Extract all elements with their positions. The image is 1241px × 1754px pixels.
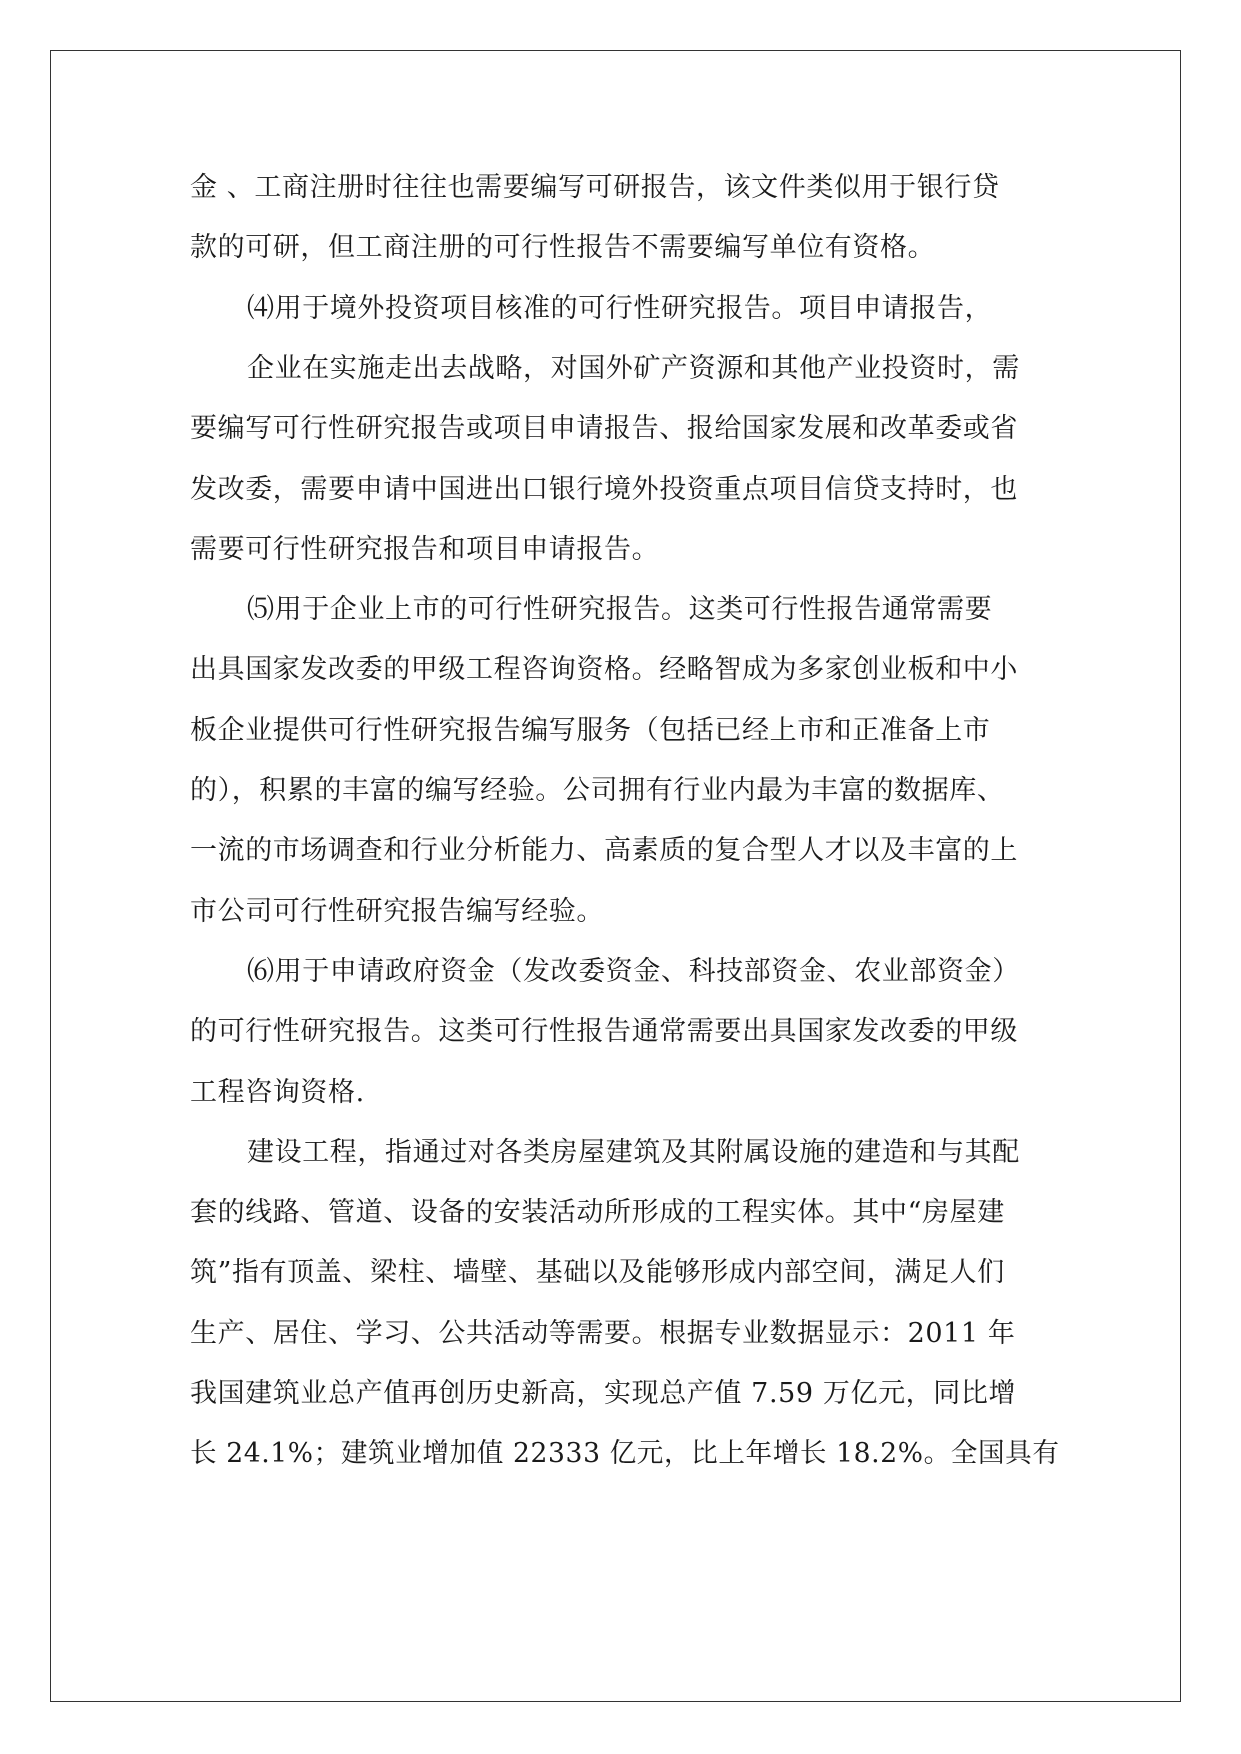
text-line: 金 、工商注册时往往也需要编写可研报告，该文件类似用于银行贷 xyxy=(190,172,1000,203)
text-line: 我国建筑业总产值再创历史新高，实现总产值 7.59 万亿元，同比增 xyxy=(190,1378,1017,1409)
text-line: 套的线路、管道、设备的安装活动所形成的工程实体。其中“房屋建 xyxy=(190,1197,1005,1229)
text-line: 市公司可行性研究报告编写经验。 xyxy=(190,895,604,927)
text-line: 出具国家发改委的甲级工程咨询资格。经略智成为多家创业板和中小 xyxy=(190,654,1018,686)
text-line: ⑸用于企业上市的可行性研究报告。这类可行性报告通常需要 xyxy=(247,594,993,626)
text-line: 企业在实施走出去战略，对国外矿产资源和其他产业投资时，需 xyxy=(247,352,1020,384)
text-line: 需要可行性研究报告和项目申请报告。 xyxy=(190,533,660,565)
text-line: 的可行性研究报告。这类可行性报告通常需要出具国家发改委的甲级 xyxy=(190,1016,1018,1048)
text-line: 板企业提供可行性研究报告编写服务（包括已经上市和正准备上市 xyxy=(190,714,991,746)
text-line: 一流的市场调查和行业分析能力、高素质的复合型人才以及丰富的上 xyxy=(190,835,1018,867)
text-line: 款的可研，但工商注册的可行性报告不需要编写单位有资格。 xyxy=(190,232,936,264)
text-line: 要编写可行性研究报告或项目申请报告、报给国家发展和改革委或省 xyxy=(190,413,1018,445)
text-line: 生产、居住、学习、公共活动等需要。根据专业数据显示：2011 年 xyxy=(190,1317,1016,1349)
text-line: ⑷用于境外投资项目核准的可行性研究报告。项目申请报告， xyxy=(247,292,993,324)
text-line: 工程咨询资格. xyxy=(190,1076,365,1108)
text-line: 筑”指有顶盖、梁柱、墙壁、基础以及能够形成内部空间，满足人们 xyxy=(190,1257,1005,1289)
text-line: 发改委，需要申请中国进出口银行境外投资重点项目信贷支持时，也 xyxy=(190,473,1018,505)
text-line: ⑹用于申请政府资金（发改委资金、科技部资金、农业部资金） xyxy=(247,955,1020,987)
text-line: 长 24.1%；建筑业增加值 22333 亿元，比上年增长 18.2%。全国具有 xyxy=(190,1438,1060,1470)
text-line: 的），积累的丰富的编写经验。公司拥有行业内最为丰富的数据库、 xyxy=(190,775,1005,806)
text-line: 建设工程，指通过对各类房屋建筑及其附属设施的建造和与其配 xyxy=(247,1136,1020,1168)
